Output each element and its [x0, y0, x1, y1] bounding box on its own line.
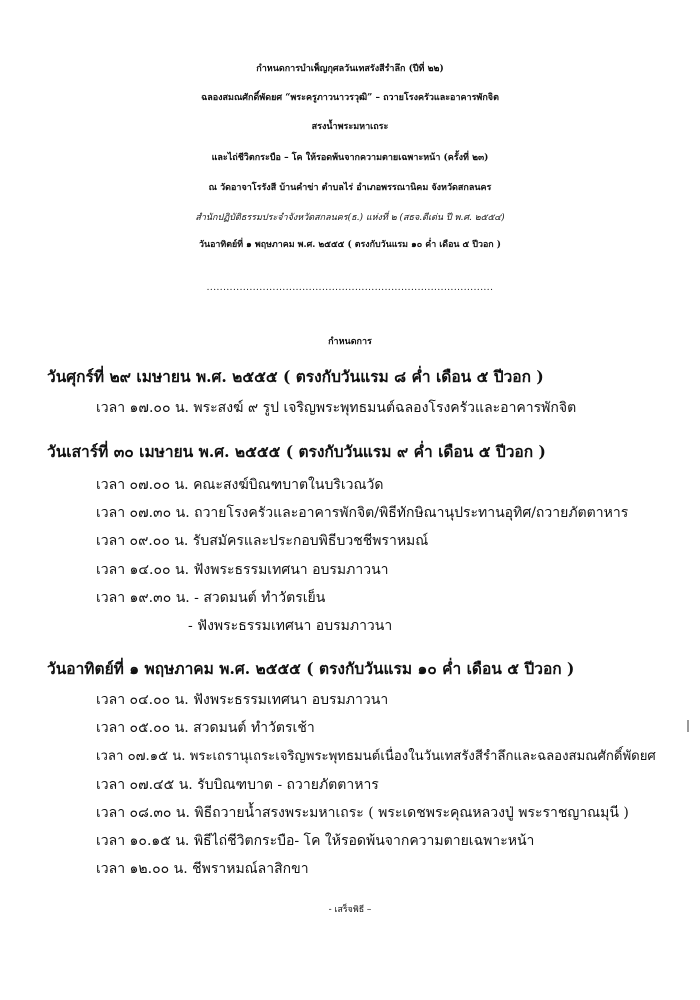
- header-location-line: ณ วัดอาจาโรรังสี บ้านคำข่า ตำบลไร่ อำเภอพรรณานิคม จังหวัดสกลนคร: [208, 183, 492, 193]
- schedule-item: เวลา ๐๗.๓๐ น. ถวายโรงครัวและอาคารพักจิต/พิธีทักษิณานุประทานอุทิศ/ถวายภัตตาหาร: [96, 505, 629, 521]
- header-date-line: วันอาทิตย์ที่ ๑ พฤษภาคม พ.ศ. ๒๕๕๕ ( ตรงกับวันแรม ๑๐ ค่ำ เดือน ๕ ปีวอก ): [199, 240, 501, 250]
- schedule-item: เวลา ๐๙.๐๐ น. รับสมัครและประกอบพิธีบวชชีพราหมณ์: [96, 533, 429, 549]
- closing-line: - เสร็จพิธี –: [328, 905, 372, 915]
- header-title-line: กำหนดการบำเพ็ญกุศลวันเทสรังสีรำลึก (ปีที่ ๒๒): [256, 64, 444, 74]
- schedule-item: เวลา ๐๘.๓๐ น. พิธีถวายน้ำสรงพระมหาเถระ ( พระเดชพระคุณหลวงปู่ พระราชญาณมุนี ): [96, 805, 629, 821]
- schedule-item: เวลา ๑๔.๐๐ น. ฟังพระธรรมเทศนา อบรมภาวนา: [96, 562, 389, 578]
- day-heading-friday: วันศุกร์ที่ ๒๙ เมษายน พ.ศ. ๒๕๕๕ ( ตรงกับวันแรม ๘ ค่ำ เดือน ๕ ปีวอก ): [47, 367, 544, 386]
- schedule-heading: กำหนดการ: [328, 337, 372, 347]
- header-celebration-line: ฉลองสมณศักดิ์พัดยศ “พระครูภาวนาวรวุฒิ” – ถวายโรงครัวและอาคารพักจิต: [201, 93, 499, 103]
- header-bathing-line: สรงน้ำพระมหาเถระ: [311, 122, 389, 132]
- dotted-divider: .......................................................................................: [206, 283, 494, 293]
- schedule-item: เวลา ๑๗.๐๐ น. พระสงฆ์ ๙ รูป เจริญพระพุทธมนต์ฉลองโรงครัวและอาคารพักจิต: [96, 400, 577, 416]
- schedule-sub-item: - ฟังพระธรรมเทศนา อบรมภาวนา: [188, 618, 393, 634]
- header-ransom-line: และไถ่ชีวิตกระบือ – โค ให้รอดพ้นจากความตายเฉพาะหน้า (ครั้งที่ ๒๓): [211, 153, 489, 163]
- header-institution-line: สำนักปฏิบัติธรรมประจำจังหวัดสกลนคร(ธ.) แห่งที่ ๒ (สธจ.ดีเด่น ปี พ.ศ. ๒๕๕๔): [195, 213, 505, 223]
- day-heading-sunday: วันอาทิตย์ที่ ๑ พฤษภาคม พ.ศ. ๒๕๕๕ ( ตรงกับวันแรม ๑๐ ค่ำ เดือน ๕ ปีวอก ): [47, 659, 575, 678]
- schedule-item: เวลา ๐๗.๔๕ น. รับบิณฑบาต - ถวายภัตตาหาร: [96, 777, 379, 793]
- day-heading-saturday: วันเสาร์ที่ ๓๐ เมษายน พ.ศ. ๒๕๕๕ ( ตรงกับวันแรม ๙ ค่ำ เดือน ๕ ปีวอก ): [47, 442, 546, 461]
- schedule-item: เวลา ๑๒.๐๐ น. ชีพราหมณ์ลาสิกขา: [96, 861, 309, 877]
- schedule-item: เวลา ๑๐.๑๕ น. พิธีไถ่ชีวิตกระบือ- โค ให้รอดพ้นจากความตายเฉพาะหน้า: [96, 833, 535, 849]
- schedule-item: เวลา ๐๗.๑๕ น. พระเถรานุเถระเจริญพระพุทธมนต์เนื่องในวันเทสรังสีรำลึกและฉลองสมณศักดิ์พัดยศ: [96, 749, 656, 764]
- schedule-item: เวลา ๐๕.๐๐ น. สวดมนต์ ทำวัตรเช้า: [96, 720, 315, 736]
- scan-mark: [687, 720, 689, 732]
- schedule-item: เวลา ๐๗.๐๐ น. คณะสงฆ์บิณฑบาตในบริเวณวัด: [96, 477, 384, 493]
- schedule-item: เวลา ๐๔.๐๐ น. ฟังพระธรรมเทศนา อบรมภาวนา: [96, 692, 389, 708]
- schedule-item: เวลา ๑๙.๓๐ น. - สวดมนต์ ทำวัตรเย็น: [96, 590, 326, 606]
